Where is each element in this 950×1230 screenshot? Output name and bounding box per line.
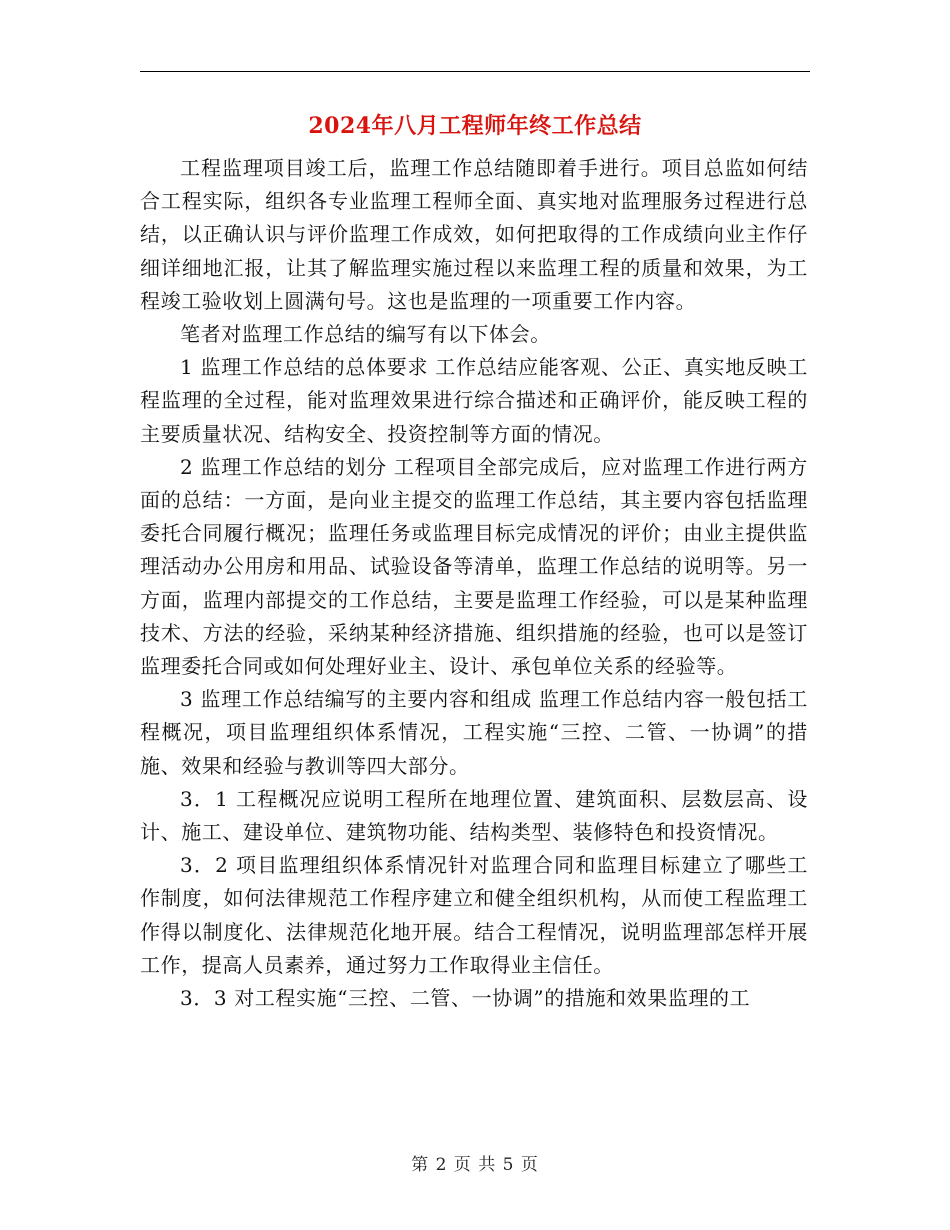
paragraph-section-2: 2 监理工作总结的划分 工程项目全部完成后，应对监理工作进行两方面的总结：一方面，是向业主提交的监理工作总结，其主要内容包括监理委托合同履行概况；监理任务或监理目标完成情况的评价；由业主提供监理活动办公用房和用品、试验设备等清单，监理工作总结的说明等。另一方面，监理内部提交的工作总结，主要是监理工作经验，可以是某种监理技术、方法的经验，采纳某种经济措施、组织措施的经验，也可以是签订监理委托合同或如何处理好业主、设计、承包单位关系的经验等。: [140, 454, 808, 679]
paragraph-section-3-1: 3．1 工程概况应说明工程所在地理位置、建筑面积、层数层高、设计、施工、建设单位、建筑物功能、结构类型、装修特色和投资情况。: [140, 786, 808, 845]
document-title: 2024年八月工程师年终工作总结: [308, 113, 642, 139]
paragraph-intro: 工程监理项目竣工后，监理工作总结随即着手进行。项目总监如何结合工程实际，组织各专业监理工程师全面、真实地对监理服务过程进行总结，以正确认识与评价监理工作成效，如何把取得的工作成绩向业主作仔细详细地汇报，让其了解监理实施过程以来监理工程的质量和效果，为工程竣工验收划上圆满句号。这也是监理的一项重要工作内容。: [140, 156, 808, 313]
paragraph-section-3-3: 3．3 对工程实施“三控、二管、一协调”的措施和效果监理的工: [180, 986, 751, 1011]
paragraph-section-3-2: 3．2 项目监理组织体系情况针对监理合同和监理目标建立了哪些工作制度，如何法律规范工作程序建立和健全组织机构，从而使工程监理工作得以制度化、法律规范化地开展。结合工程情况，说明监理部怎样开展工作，提高人员素养，通过努力工作取得业主信任。: [140, 853, 808, 977]
paragraph-section-1: 1 监理工作总结的总体要求 工作总结应能客观、公正、真实地反映工程监理的全过程，能对监理效果进行综合描述和正确评价，能反映工程的主要质量状况、结构安全、投资控制等方面的情况。: [140, 355, 808, 446]
paragraph-experience: 笔者对监理工作总结的编写有以下体会。: [180, 322, 551, 347]
paragraph-section-3: 3 监理工作总结编写的主要内容和组成 监理工作总结内容一般包括工程概况，项目监理组织体系情况，工程实施“三控、二管、一协调”的措施、效果和经验与教训等四大部分。: [140, 687, 808, 778]
header-rule: [140, 71, 810, 72]
document-body: [140, 152, 808, 1015]
page-footer: 第 2 页 共 5 页: [411, 1155, 539, 1175]
